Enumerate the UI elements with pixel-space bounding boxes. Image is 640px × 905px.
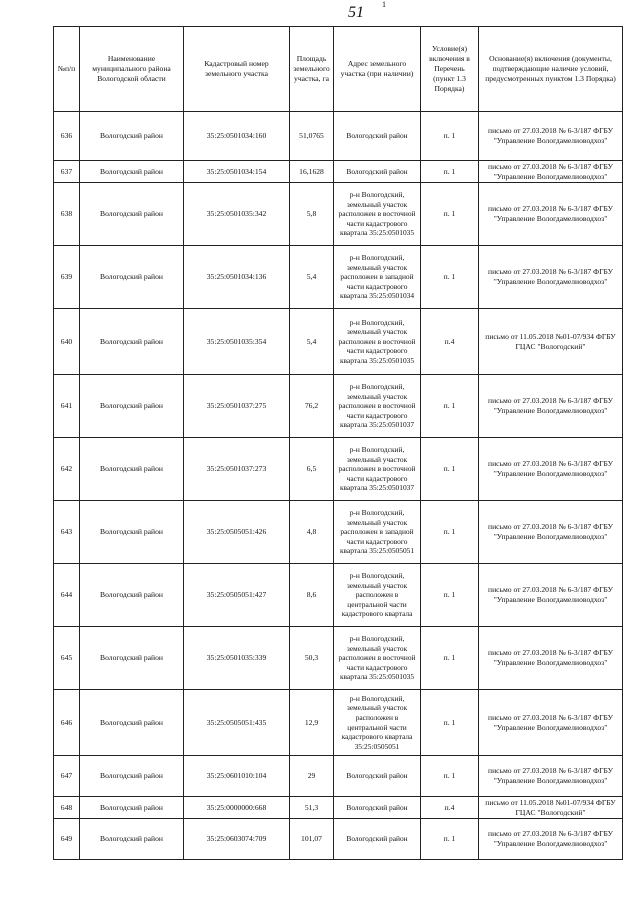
- cell-condition: п. 1: [421, 161, 479, 183]
- cell-area: 50,3: [290, 627, 334, 690]
- cell-basis: письмо от 27.03.2018 № 6-3/187 ФГБУ "Управление Вологдамелиоводхоз": [479, 756, 623, 797]
- cell-district: Вологодский район: [80, 438, 184, 501]
- cell-address: Вологодский район: [334, 756, 421, 797]
- cell-num: 640: [54, 309, 80, 375]
- cell-cadastral: 35:25:0000000:668: [184, 797, 290, 819]
- cell-address: Вологодский район: [334, 161, 421, 183]
- cell-condition: п. 1: [421, 375, 479, 438]
- table-row: [54, 690, 623, 756]
- table-row: [54, 501, 623, 564]
- cell-basis: письмо от 27.03.2018 № 6-3/187 ФГБУ "Управление Вологдамелиоводхоз": [479, 183, 623, 246]
- cell-num: 644: [54, 564, 80, 627]
- cell-num: 647: [54, 756, 80, 797]
- cell-condition: п. 1: [421, 112, 479, 161]
- cell-num: 642: [54, 438, 80, 501]
- cell-cadastral: 35:25:0601010:104: [184, 756, 290, 797]
- header-district: Наименование муниципального района Вологодской области: [80, 27, 184, 112]
- cell-district: Вологодский район: [80, 756, 184, 797]
- cell-cadastral: 35:25:0501034:154: [184, 161, 290, 183]
- table-body: [54, 112, 623, 860]
- cell-cadastral: 35:25:0501037:275: [184, 375, 290, 438]
- cell-basis: письмо от 27.03.2018 № 6-3/187 ФГБУ "Управление Вологдамелиоводхоз": [479, 112, 623, 161]
- cell-condition: п. 1: [421, 183, 479, 246]
- cell-cadastral: 35:25:0501037:273: [184, 438, 290, 501]
- cell-num: 643: [54, 501, 80, 564]
- cell-num: 636: [54, 112, 80, 161]
- cell-condition: п. 1: [421, 819, 479, 860]
- page-top-mark: 1: [382, 0, 386, 9]
- cell-area: 76,2: [290, 375, 334, 438]
- table-row: [54, 161, 623, 183]
- cell-district: Вологодский район: [80, 797, 184, 819]
- cell-basis: письмо от 27.03.2018 № 6-3/187 ФГБУ "Управление Вологдамелиоводхоз": [479, 161, 623, 183]
- cell-area: 16,1628: [290, 161, 334, 183]
- cell-basis: письмо от 27.03.2018 № 6-3/187 ФГБУ "Управление Вологдамелиоводхоз": [479, 564, 623, 627]
- cell-condition: п. 1: [421, 690, 479, 756]
- cell-cadastral: 35:25:0505051:435: [184, 690, 290, 756]
- cell-address: р-н Вологодский, земельный участок расположен в восточной части кадастрового квартала 35:25:0501037: [334, 375, 421, 438]
- cell-district: Вологодский район: [80, 183, 184, 246]
- cell-condition: п.4: [421, 797, 479, 819]
- table-row: [54, 438, 623, 501]
- cell-condition: п. 1: [421, 246, 479, 309]
- cell-area: 8,6: [290, 564, 334, 627]
- cell-basis: письмо от 27.03.2018 № 6-3/187 ФГБУ "Управление Вологдамелиоводхоз": [479, 375, 623, 438]
- cell-num: 648: [54, 797, 80, 819]
- table-row: [54, 756, 623, 797]
- cell-district: Вологодский район: [80, 564, 184, 627]
- cell-district: Вологодский район: [80, 309, 184, 375]
- cell-basis: письмо от 27.03.2018 № 6-3/187 ФГБУ "Управление Вологдамелиоводхоз": [479, 501, 623, 564]
- cell-num: 649: [54, 819, 80, 860]
- cell-area: 12,9: [290, 690, 334, 756]
- cell-basis: письмо от 27.03.2018 № 6-3/187 ФГБУ "Управление Вологдамелиоводхоз": [479, 438, 623, 501]
- cell-basis: письмо от 27.03.2018 № 6-3/187 ФГБУ "Управление Вологдамелиоводхоз": [479, 819, 623, 860]
- table-row: [54, 564, 623, 627]
- cell-basis: письмо от 27.03.2018 № 6-3/187 ФГБУ "Управление Вологдамелиоводхоз": [479, 627, 623, 690]
- cell-condition: п. 1: [421, 438, 479, 501]
- cell-num: 639: [54, 246, 80, 309]
- header-cadastral: Кадастровый номер земельного участка: [184, 27, 290, 112]
- header-num: №п/п: [54, 27, 80, 112]
- cell-address: р-н Вологодский, земельный участок расположен в восточной части кадастрового квартала 35:25:0501035: [334, 627, 421, 690]
- cell-area: 51,3: [290, 797, 334, 819]
- cell-area: 5,8: [290, 183, 334, 246]
- cell-num: 638: [54, 183, 80, 246]
- cell-address: р-н Вологодский, земельный участок расположен в западной части кадастрового квартала 35:25:0501034: [334, 246, 421, 309]
- cell-district: Вологодский район: [80, 627, 184, 690]
- table-row: [54, 309, 623, 375]
- cell-district: Вологодский район: [80, 375, 184, 438]
- table-row: [54, 375, 623, 438]
- table-row: [54, 627, 623, 690]
- cell-condition: п. 1: [421, 627, 479, 690]
- cell-area: 51,0765: [290, 112, 334, 161]
- cell-district: Вологодский район: [80, 246, 184, 309]
- cell-address: р-н Вологодский, земельный участок расположен в восточной части кадастрового квартала 35:25:0501035: [334, 183, 421, 246]
- cell-address: Вологодский район: [334, 819, 421, 860]
- cell-basis: письмо от 27.03.2018 № 6-3/187 ФГБУ "Управление Вологдамелиоводхоз": [479, 246, 623, 309]
- cell-district: Вологодский район: [80, 690, 184, 756]
- header-condition: Условие(я) включения в Перечень (пункт 1.3 Порядка): [421, 27, 479, 112]
- handwritten-page-number: 51: [348, 4, 364, 21]
- cell-area: 5,4: [290, 246, 334, 309]
- cell-address: р-н Вологодский, земельный участок расположен в западной части кадастрового квартала 35:25:0505051: [334, 501, 421, 564]
- table-row: [54, 183, 623, 246]
- cell-address: Вологодский район: [334, 112, 421, 161]
- cell-cadastral: 35:25:0603074:709: [184, 819, 290, 860]
- cell-num: 645: [54, 627, 80, 690]
- cell-condition: п.4: [421, 309, 479, 375]
- header-basis: Основание(я) включения (документы, подтверждающие наличие условий, предусмотренных пунктом 1.3 Порядка): [479, 27, 623, 112]
- cell-cadastral: 35:25:0505051:426: [184, 501, 290, 564]
- cell-cadastral: 35:25:0501034:160: [184, 112, 290, 161]
- cell-condition: п. 1: [421, 756, 479, 797]
- cell-num: 641: [54, 375, 80, 438]
- cell-area: 4,8: [290, 501, 334, 564]
- cell-address: р-н Вологодский, земельный участок расположен в центральной части кадастрового квартала 35:25:0505051: [334, 690, 421, 756]
- cell-basis: письмо от 11.05.2018 №01-07/934 ФГБУ ГЦАС "Вологодский": [479, 797, 623, 819]
- land-plots-table: [53, 26, 623, 860]
- cell-district: Вологодский район: [80, 501, 184, 564]
- table-row: [54, 112, 623, 161]
- cell-num: 637: [54, 161, 80, 183]
- cell-condition: п. 1: [421, 564, 479, 627]
- cell-area: 6,5: [290, 438, 334, 501]
- cell-cadastral: 35:25:0501035:339: [184, 627, 290, 690]
- table-row: [54, 819, 623, 860]
- cell-condition: п. 1: [421, 501, 479, 564]
- cell-cadastral: 35:25:0501034:136: [184, 246, 290, 309]
- table-header-row: [54, 27, 623, 112]
- cell-district: Вологодский район: [80, 161, 184, 183]
- cell-basis: письмо от 11.05.2018 №01-07/934 ФГБУ ГЦАС "Вологодский": [479, 309, 623, 375]
- cell-address: р-н Вологодский, земельный участок расположен в восточной части кадастрового квартала 35:25:0501037: [334, 438, 421, 501]
- cell-cadastral: 35:25:0505051:427: [184, 564, 290, 627]
- cell-district: Вологодский район: [80, 112, 184, 161]
- cell-cadastral: 35:25:0501035:354: [184, 309, 290, 375]
- cell-area: 5,4: [290, 309, 334, 375]
- cell-area: 101,07: [290, 819, 334, 860]
- header-area: Площадь земельного участка, га: [290, 27, 334, 112]
- cell-area: 29: [290, 756, 334, 797]
- cell-num: 646: [54, 690, 80, 756]
- header-address: Адрес земельного участка (при наличии): [334, 27, 421, 112]
- table-row: [54, 797, 623, 819]
- cell-address: р-н Вологодский, земельный участок расположен в центральной части кадастрового квартала: [334, 564, 421, 627]
- cell-basis: письмо от 27.03.2018 № 6-3/187 ФГБУ "Управление Вологдамелиоводхоз": [479, 690, 623, 756]
- table-row: [54, 246, 623, 309]
- cell-cadastral: 35:25:0501035:342: [184, 183, 290, 246]
- cell-address: Вологодский район: [334, 797, 421, 819]
- cell-district: Вологодский район: [80, 819, 184, 860]
- cell-address: р-н Вологодский, земельный участок расположен в восточной части кадастрового квартала 35:25:0501035: [334, 309, 421, 375]
